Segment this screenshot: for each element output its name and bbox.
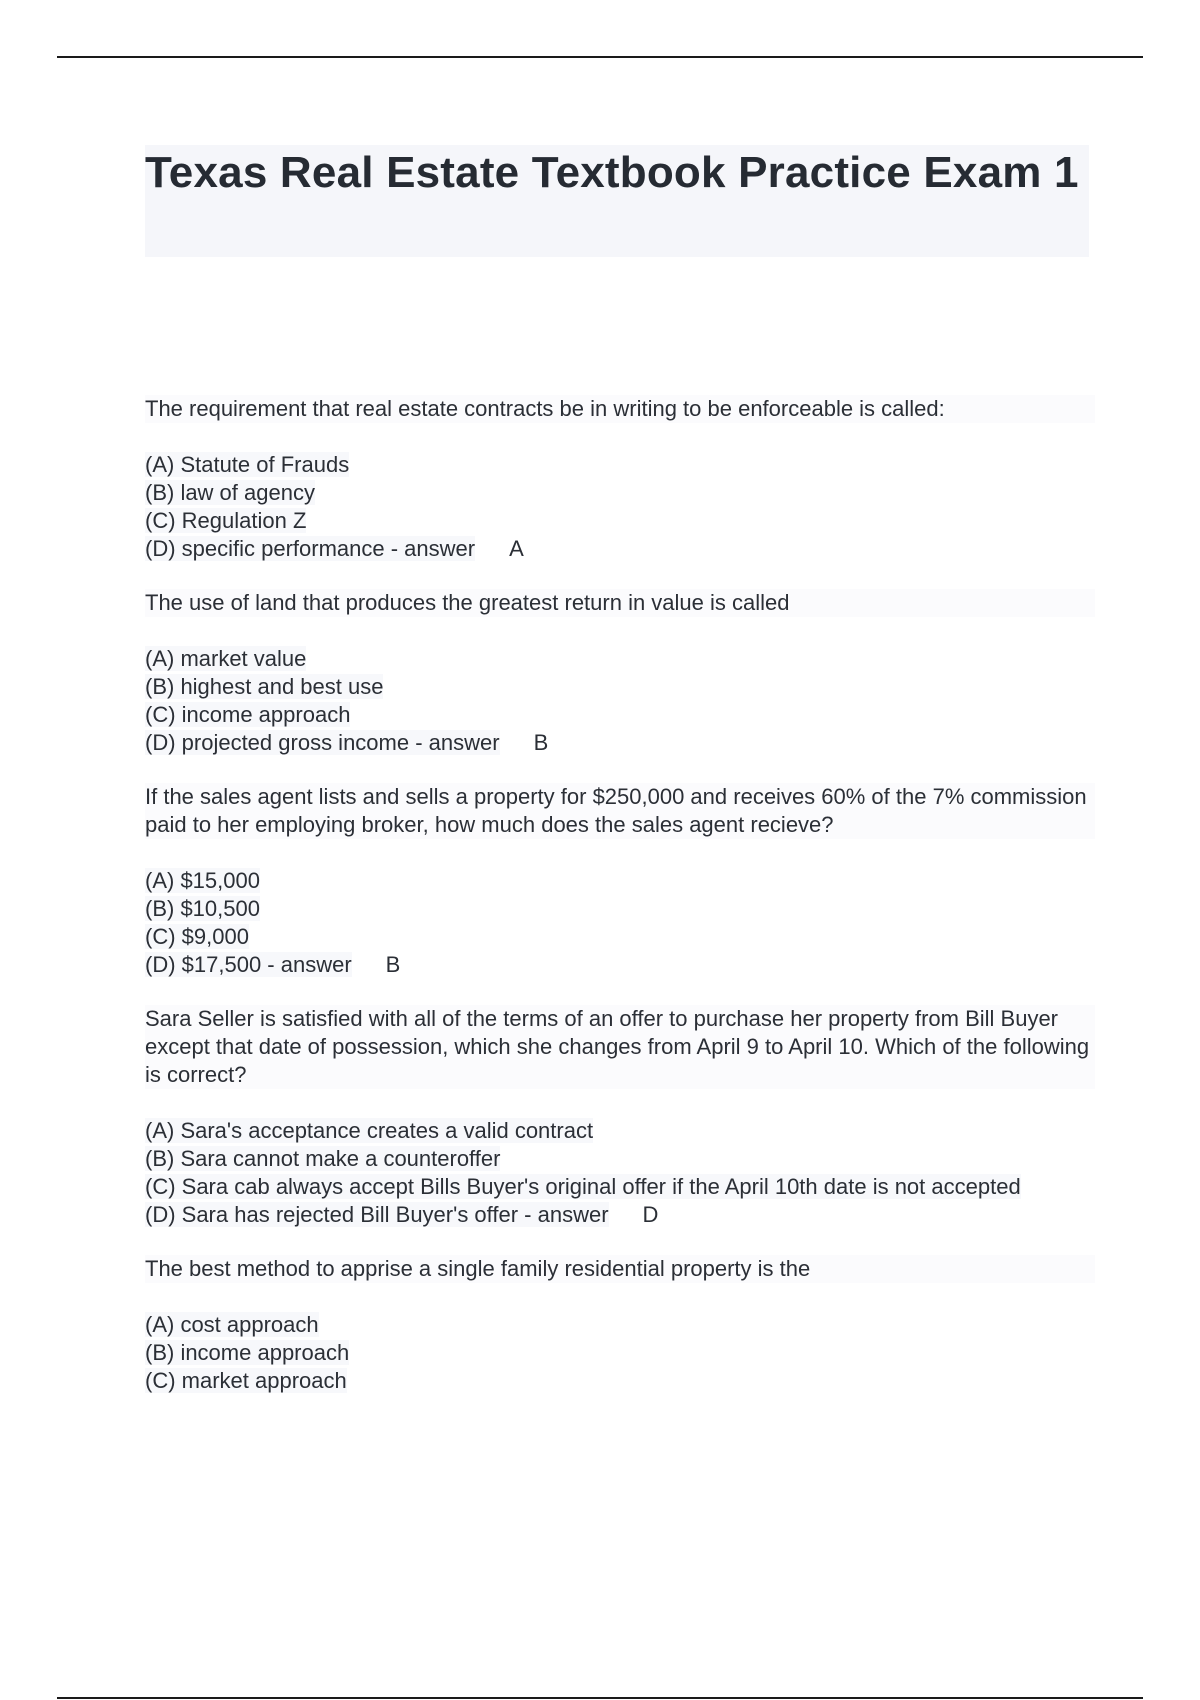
option-list — [145, 1117, 1095, 1229]
option-c: (C) income approach — [145, 702, 351, 727]
option-list — [145, 867, 1095, 979]
option-b: (B) $10,500 — [145, 896, 260, 921]
question-text: If the sales agent lists and sells a property for $250,000 and receives 60% of the 7% commission paid to her employing broker, how much does the sales agent recieve? — [145, 783, 1095, 839]
question-list — [145, 395, 1095, 1421]
document-title: Texas Real Estate Textbook Practice Exam 1 — [145, 148, 1079, 197]
question-2 — [145, 589, 1095, 757]
question-text: Sara Seller is satisfied with all of the terms of an offer to purchase her property from Bill Buyer except that date of possession, which she changes from April 9 to April 10. Which of the following is correct? — [145, 1005, 1095, 1089]
question-text: The requirement that real estate contracts be in writing to be enforceable is called: — [145, 395, 1095, 423]
option-c: (C) market approach — [145, 1368, 347, 1393]
option-list — [145, 1311, 1095, 1395]
answer-letter: A — [509, 536, 524, 561]
answer-letter: B — [385, 952, 401, 977]
option-d: (D) specific performance - answer A — [145, 536, 524, 561]
answer-letter: D — [642, 1202, 659, 1227]
option-a: (A) cost approach — [145, 1312, 319, 1337]
answer-letter: B — [533, 730, 549, 755]
option-a: (A) market value — [145, 646, 307, 671]
option-list — [145, 645, 1095, 757]
question-text: The use of land that produces the greatest return in value is called — [145, 589, 1095, 617]
question-5 — [145, 1255, 1095, 1395]
option-b: (B) Sara cannot make a counteroffer — [145, 1146, 501, 1171]
option-c: (C) Regulation Z — [145, 508, 307, 533]
option-a: (A) Statute of Frauds — [145, 452, 350, 477]
footer-rule — [57, 1697, 1143, 1699]
option-c: (C) $9,000 — [145, 924, 249, 949]
option-d: (D) projected gross income - answer B — [145, 730, 549, 755]
option-c: (C) Sara cab always accept Bills Buyer's original offer if the April 10th date is not accepted — [145, 1174, 1021, 1199]
option-a: (A) Sara's acceptance creates a valid contract — [145, 1118, 594, 1143]
option-b: (B) highest and best use — [145, 674, 384, 699]
header-rule — [57, 56, 1143, 58]
option-b: (B) income approach — [145, 1340, 350, 1365]
option-d: (D) Sara has rejected Bill Buyer's offer - answer D — [145, 1202, 659, 1227]
option-a: (A) $15,000 — [145, 868, 260, 893]
option-d: (D) $17,500 - answer B — [145, 952, 401, 977]
option-b: (B) law of agency — [145, 480, 315, 505]
question-4 — [145, 1005, 1095, 1229]
option-list — [145, 451, 1095, 563]
question-3 — [145, 783, 1095, 979]
question-text: The best method to apprise a single family residential property is the — [145, 1255, 1095, 1283]
question-1 — [145, 395, 1095, 563]
title-block — [145, 145, 1089, 257]
